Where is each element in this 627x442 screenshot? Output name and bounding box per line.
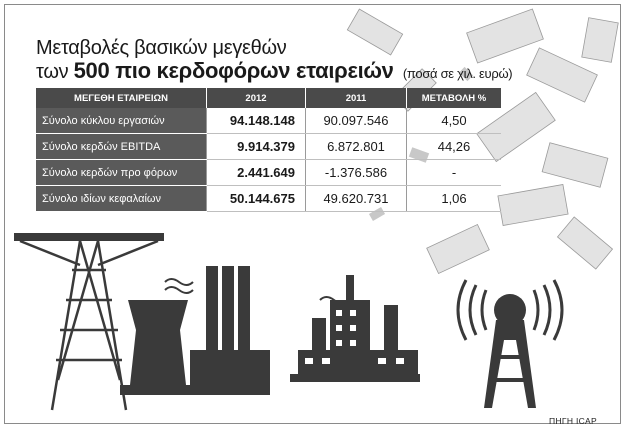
source-credit: ΠΗΓΗ ICAP (549, 416, 597, 426)
data-table (36, 88, 501, 212)
value-2011: 49.620.731 (306, 186, 407, 212)
value-change: 1,06 (407, 186, 502, 212)
value-change: 4,50 (407, 108, 502, 134)
value-2011: 6.872.801 (306, 134, 407, 160)
title-prefix: των (36, 61, 69, 83)
factory-icon (290, 275, 420, 382)
value-change: - (407, 160, 502, 186)
table-header-row (36, 88, 501, 108)
value-2011: -1.376.586 (306, 160, 407, 186)
title-bold: 500 πιο κερδοφόρων εταιρειών (73, 58, 394, 83)
radio-tower-icon (458, 280, 562, 408)
header-metric: ΜΕΓΕΘΗ ΕΤΑΙΡΕΙΩΝ (36, 88, 207, 108)
table-row (36, 108, 501, 134)
header-change: ΜΕΤΑΒΟΛΗ % (407, 88, 502, 108)
unit-note: (ποσά σε χιλ. ευρώ) (402, 66, 513, 81)
value-2011: 90.097.546 (306, 108, 407, 134)
value-2012: 50.144.675 (207, 186, 306, 212)
value-2012: 94.148.148 (207, 108, 306, 134)
title-line-2 (36, 59, 512, 83)
value-2012: 9.914.379 (207, 134, 306, 160)
table-row (36, 160, 501, 186)
table-row (36, 134, 501, 160)
value-change: 44,26 (407, 134, 502, 160)
row-label: Σύνολο κερδών προ φόρων (36, 160, 207, 186)
header-2012: 2012 (207, 88, 306, 108)
table-row (36, 186, 501, 212)
row-label: Σύνολο κερδών EBITDA (36, 134, 207, 160)
infographic-title (36, 38, 512, 83)
row-label: Σύνολο κύκλου εργασιών (36, 108, 207, 134)
value-2012: 2.441.649 (207, 160, 306, 186)
power-plant-icon (120, 266, 270, 395)
title-line-1: Μεταβολές βασικών μεγεθών (36, 37, 287, 59)
row-label: Σύνολο ιδίων κεφαλαίων (36, 186, 207, 212)
header-2011: 2011 (306, 88, 407, 108)
